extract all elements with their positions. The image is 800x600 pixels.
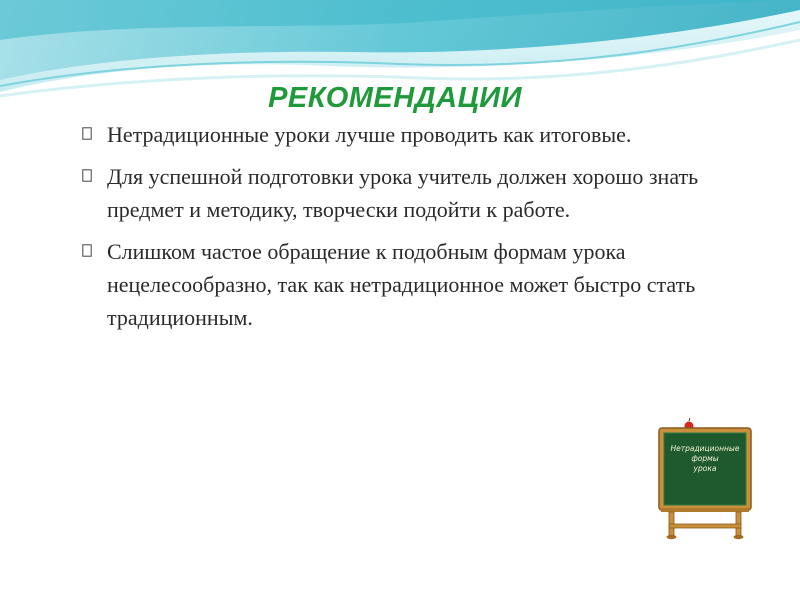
list-item: [82, 160, 732, 226]
bullet-marker-icon: [82, 169, 92, 182]
chalkboard-text: [668, 444, 742, 474]
list-item-text: Слишком частое обращение к подобным формам урока нецелесообразно, так как нетрадиционное может быстро стать традиционным.: [107, 239, 696, 330]
list-item-text: Для успешной подготовки урока учитель должен хорошо знать предмет и методику, творчески подойти к работе.: [107, 164, 699, 222]
chalkboard-icon: [655, 418, 755, 542]
bullet-marker-icon: [82, 244, 92, 257]
list-item: [82, 118, 732, 151]
chalkboard-line: урока: [693, 464, 717, 473]
list-item-text: Нетрадиционные уроки лучше проводить как итоговые.: [107, 122, 632, 147]
recommendations-list: [82, 118, 732, 343]
slide-title: РЕКОМЕНДАЦИИ: [268, 82, 522, 114]
chalkboard-line: Нетрадиционные: [670, 444, 740, 453]
bullet-marker-icon: [82, 127, 92, 140]
list-item: [82, 235, 732, 334]
chalkboard-line: формы: [691, 454, 719, 463]
